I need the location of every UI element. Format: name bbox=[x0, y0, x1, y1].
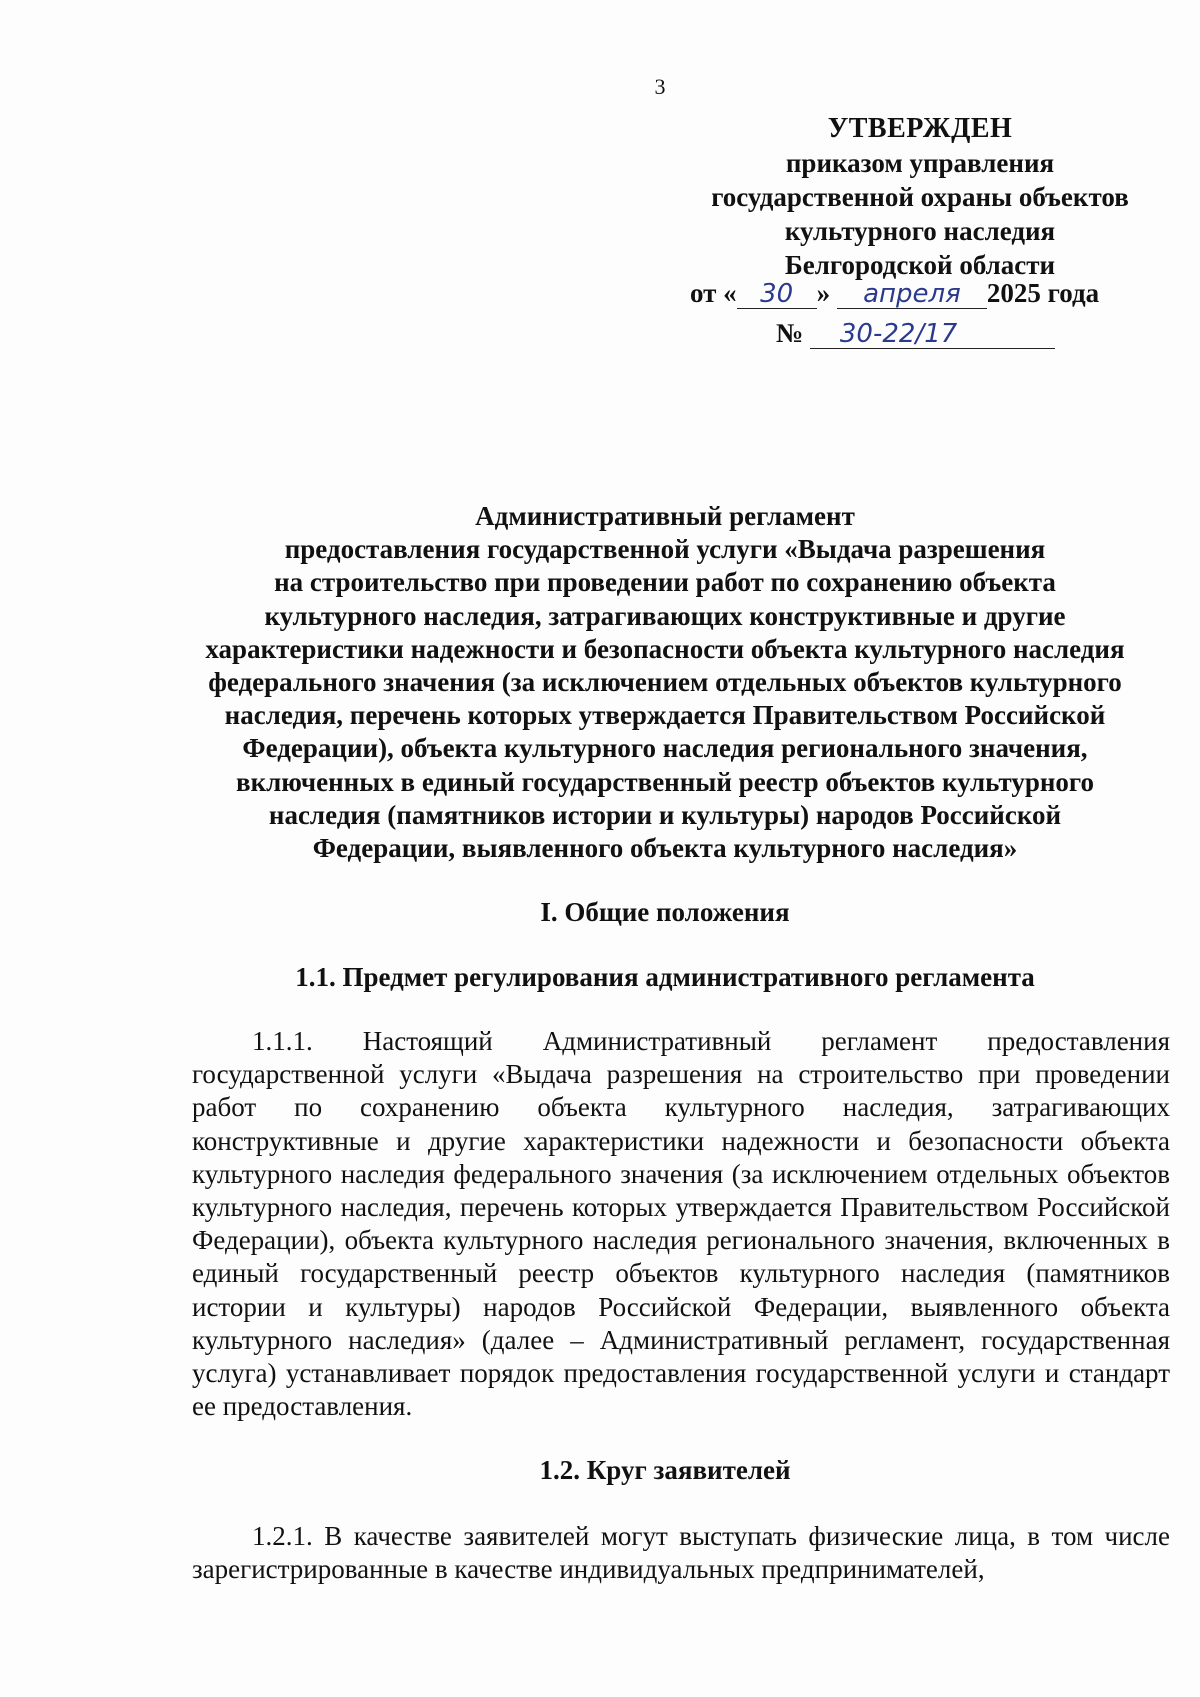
handwritten-number: 30-22/17 bbox=[810, 320, 1055, 349]
approval-year: 2025 года bbox=[986, 278, 1100, 308]
title-line: характеристики надежности и безопасности объекта культурного наследия bbox=[205, 633, 1125, 664]
document-title bbox=[170, 500, 1160, 865]
subsection-heading: 1.2. Круг заявителей bbox=[539, 1455, 791, 1485]
title-line: Федерации), объекта культурного наследия регионального значения, bbox=[242, 733, 1088, 764]
day-suffix: » bbox=[816, 278, 831, 308]
section-heading: I. Общие положения bbox=[540, 897, 790, 927]
title-line: Федерации, выявленного объекта культурного наследия» bbox=[312, 833, 1018, 864]
paragraph-1-2-1: 1.2.1. В качестве заявителей могут выступать физические лица, в том числе зарегистрированные в качестве индивидуальных предпринимателей, bbox=[192, 1521, 1170, 1585]
approval-block bbox=[680, 112, 1160, 282]
paragraph-1-1-1: 1.1.1. Настоящий Административный регламент предоставления государственной услуги «Выдача разрешения на строительство при проведении работ по сохранению объекта культурного наследия, затрагивающих конструктивные и другие характеристики надежности и безопасности объекта культурного наследия федерального значения (за исключением отдельных объектов культурного наследия, перечень которых утверждается Правительством Российской Федерации), объекта культурного наследия регионального значения, включенных в единый государственный реестр объектов культурного наследия (памятников истории и культуры) народов Российской Федерации, выявленного объекта культурного наследия» (далее – Административный регламент, государственная услуга) устанавливает порядок предоставления государственной услуги и стандарт ее предоставления. bbox=[192, 1026, 1170, 1422]
number-sign: № bbox=[776, 318, 804, 348]
page-number: 3 bbox=[654, 74, 666, 99]
handwritten-day: 30 bbox=[737, 280, 817, 309]
title-line: Административный регламент bbox=[475, 501, 855, 531]
approval-number-line bbox=[776, 318, 1055, 349]
title-line: культурного наследия, затрагивающих конструктивные и другие bbox=[264, 600, 1066, 631]
subsection-heading: 1.1. Предмет регулирования административного регламента bbox=[295, 962, 1035, 992]
title-line: наследия (памятников истории и культуры) народов Российской bbox=[268, 799, 1062, 830]
date-prefix: от « bbox=[690, 278, 737, 308]
title-line: предоставления государственной услуги «Выдача разрешения bbox=[284, 534, 1046, 565]
title-line: на строительство при проведении работ по сохранению объекта bbox=[274, 567, 1056, 598]
approval-line: Белгородской области bbox=[784, 250, 1056, 280]
approval-line: государственной охраны объектов bbox=[711, 182, 1129, 212]
handwritten-month: апреля bbox=[837, 280, 987, 309]
title-line: федерального значения (за исключением отдельных объектов культурного bbox=[208, 667, 1122, 698]
title-line: включенных в единый государственный реестр объектов культурного bbox=[236, 766, 1094, 797]
approval-line: культурного наследия bbox=[784, 216, 1056, 246]
approval-line: приказом управления bbox=[785, 148, 1055, 178]
approval-date-line bbox=[690, 278, 1170, 309]
title-line: наследия, перечень которых утверждается Правительством Российской bbox=[224, 700, 1106, 731]
approval-title: УТВЕРЖДЕН bbox=[827, 113, 1013, 144]
